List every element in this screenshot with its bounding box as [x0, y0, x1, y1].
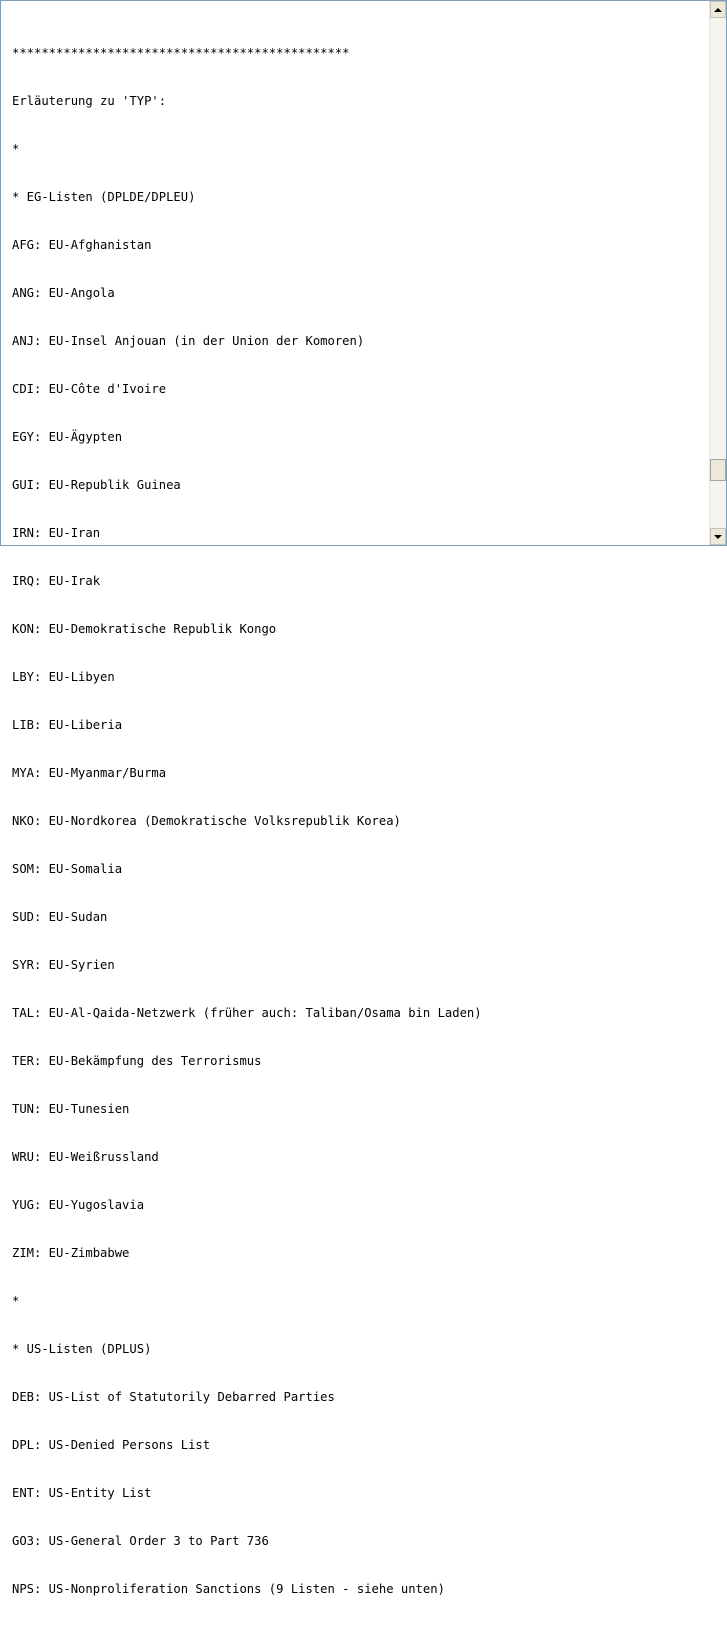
- text-line: IRN: EU-Iran: [12, 526, 101, 540]
- text-line: GUI: EU-Republik Guinea: [12, 478, 181, 492]
- text-line: **********************************************: [12, 46, 350, 60]
- text-line: ZIM: EU-Zimbabwe: [12, 1246, 130, 1260]
- text-line: Erläuterung zu 'TYP':: [12, 94, 167, 108]
- text-line: NKO: EU-Nordkorea (Demokratische Volksrepublik Korea): [12, 814, 401, 828]
- text-line: * EG-Listen (DPLDE/DPLEU): [12, 190, 196, 204]
- text-line: AFG: EU-Afghanistan: [12, 238, 152, 252]
- text-line: SUD: EU-Sudan: [12, 910, 108, 924]
- text-line: *: [12, 1294, 20, 1308]
- arrow-down-icon: [714, 535, 722, 539]
- text-line: EGY: EU-Ägypten: [12, 430, 123, 444]
- text-area[interactable]: [1, 1, 708, 1596]
- text-line: * US-Listen (DPLUS): [12, 1342, 152, 1356]
- text-line: YUG: EU-Yugoslavia: [12, 1198, 145, 1212]
- text-line: ENT: US-Entity List: [12, 1486, 152, 1500]
- text-line: LIB: EU-Liberia: [12, 718, 123, 732]
- text-line: SOM: EU-Somalia: [12, 862, 123, 876]
- text-line: MYA: EU-Myanmar/Burma: [12, 766, 167, 780]
- text-line: GO3: US-General Order 3 to Part 736: [12, 1534, 269, 1548]
- vertical-scrollbar[interactable]: [709, 1, 726, 545]
- document-text: [1, 1, 708, 1629]
- scroll-thumb[interactable]: [710, 459, 726, 481]
- text-line: TUN: EU-Tunesien: [12, 1102, 130, 1116]
- text-line: KON: EU-Demokratische Republik Kongo: [12, 622, 277, 636]
- text-line: CDI: EU-Côte d'Ivoire: [12, 382, 167, 396]
- text-line: TER: EU-Bekämpfung des Terrorismus: [12, 1054, 262, 1068]
- text-line: ANJ: EU-Insel Anjouan (in der Union der Komoren): [12, 334, 365, 348]
- text-line: LBY: EU-Libyen: [12, 670, 115, 684]
- text-line: SYR: EU-Syrien: [12, 958, 115, 972]
- text-line: ANG: EU-Angola: [12, 286, 115, 300]
- text-line: TAL: EU-Al-Qaida-Netzwerk (früher auch: Taliban/Osama bin Laden): [12, 1006, 482, 1020]
- scroll-down-button[interactable]: [710, 528, 726, 545]
- text-line: DPL: US-Denied Persons List: [12, 1438, 211, 1452]
- text-line: DEB: US-List of Statutorily Debarred Parties: [12, 1390, 335, 1404]
- text-line: NPS: US-Nonproliferation Sanctions (9 Listen - siehe unten): [12, 1582, 445, 1596]
- arrow-up-icon: [714, 8, 722, 12]
- text-line: IRQ: EU-Irak: [12, 574, 101, 588]
- text-line: WRU: EU-Weißrussland: [12, 1150, 159, 1164]
- text-line: *: [12, 142, 20, 156]
- scroll-up-button[interactable]: [710, 1, 726, 18]
